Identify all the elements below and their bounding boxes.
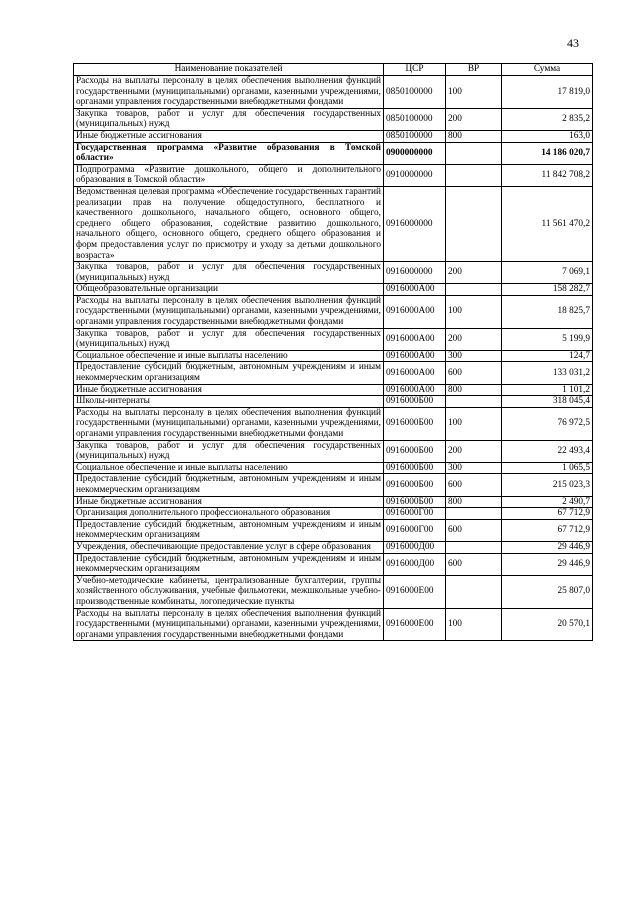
row-vr-cell: 800 (446, 496, 502, 508)
row-name-cell: Предоставление субсидий бюджетным, автономным учреждениям и иным некоммерческим организациям (74, 362, 384, 384)
row-vr-cell (446, 575, 502, 608)
row-name-cell: Социальное обеспечение и иные выплаты населению (74, 462, 384, 474)
row-sum-cell: 318 045,4 (502, 396, 593, 408)
row-vr-cell: 300 (446, 350, 502, 362)
row-sum-cell: 2 835,2 (502, 108, 593, 130)
table-header-row (74, 64, 593, 76)
table-row (74, 508, 593, 520)
row-name-cell: Закупка товаров, работ и услуг для обеспечения государственных (муниципальных) нужд (74, 328, 384, 350)
table-row (74, 396, 593, 408)
row-name-cell: Ведомственная целевая программа «Обеспечение государственных гарантий реализации прав на получение общедоступного, бесплатного и качественного дошкольного, начального общего, основного общего, среднего общего образования, содействие развитию дошкольного, начального общего, основного общего, среднего общего образования и форм предоставления услуг по присмотру и уходу за детьми дошкольного возраста» (74, 186, 384, 261)
row-name-cell: Предоставление субсидий бюджетным, автономным учреждениям и иным некоммерческим организациям (74, 474, 384, 496)
row-vr-cell: 100 (446, 76, 502, 109)
header-vr: ВР (446, 64, 502, 76)
row-vr-cell: 100 (446, 407, 502, 440)
table-body (74, 76, 593, 641)
row-csr-cell: 0916000Е00 (384, 575, 446, 608)
row-csr-cell: 0916000Г00 (384, 519, 446, 541)
budget-table (73, 63, 593, 641)
table-row (74, 284, 593, 296)
row-sum-cell: 124,7 (502, 350, 593, 362)
row-name-cell: Расходы на выплаты персоналу в целях обеспечения выполнения функций государственными (муниципальными) органами, казенными учреждениями, органами управления государственными внебюджетными фондами (74, 608, 384, 641)
row-csr-cell: 0916000Б00 (384, 407, 446, 440)
row-csr-cell: 0850100000 (384, 130, 446, 142)
table-row (74, 519, 593, 541)
row-csr-cell: 0916000Б00 (384, 474, 446, 496)
row-vr-cell: 100 (446, 295, 502, 328)
table-row (74, 496, 593, 508)
row-csr-cell: 0916000Д00 (384, 553, 446, 575)
row-vr-cell: 100 (446, 608, 502, 641)
table-row (74, 575, 593, 608)
row-name-cell: Социальное обеспечение и иные выплаты населению (74, 350, 384, 362)
row-csr-cell: 0916000Б00 (384, 396, 446, 408)
row-name-cell: Закупка товаров, работ и услуг для обеспечения государственных (муниципальных) нужд (74, 440, 384, 462)
row-vr-cell: 200 (446, 328, 502, 350)
row-sum-cell: 14 186 020,7 (502, 142, 593, 164)
row-name-cell: Подпрограмма «Развитие дошкольного, общего и дополнительного образования в Томской области» (74, 164, 384, 186)
row-sum-cell: 2 490,7 (502, 496, 593, 508)
row-vr-cell: 800 (446, 384, 502, 396)
row-csr-cell: 0916000Б00 (384, 440, 446, 462)
row-sum-cell: 22 493,4 (502, 440, 593, 462)
row-vr-cell: 600 (446, 519, 502, 541)
table-row (74, 164, 593, 186)
row-sum-cell: 1 065,5 (502, 462, 593, 474)
table-row (74, 362, 593, 384)
row-vr-cell: 200 (446, 108, 502, 130)
table-row (74, 130, 593, 142)
table-row (74, 553, 593, 575)
row-csr-cell: 0916000А00 (384, 328, 446, 350)
row-csr-cell: 0916000А00 (384, 362, 446, 384)
row-name-cell: Расходы на выплаты персоналу в целях обеспечения выполнения функций государственными (муниципальными) органами, казенными учреждениями, органами управления государственными внебюджетными фондами (74, 76, 384, 109)
row-name-cell: Предоставление субсидий бюджетным, автономным учреждениям и иным некоммерческим организациям (74, 519, 384, 541)
row-name-cell: Расходы на выплаты персоналу в целях обеспечения выполнения функций государственными (муниципальными) органами, казенными учреждениями, органами управления государственными внебюджетными фондами (74, 407, 384, 440)
row-csr-cell: 0916000Д00 (384, 541, 446, 553)
row-vr-cell: 800 (446, 130, 502, 142)
row-csr-cell: 0916000А00 (384, 295, 446, 328)
row-sum-cell: 133 031,2 (502, 362, 593, 384)
row-vr-cell: 600 (446, 362, 502, 384)
row-csr-cell: 0916000Б00 (384, 496, 446, 508)
table-row (74, 462, 593, 474)
table-row (74, 76, 593, 109)
row-sum-cell: 11 842 708,2 (502, 164, 593, 186)
row-name-cell: Иные бюджетные ассигнования (74, 130, 384, 142)
row-sum-cell: 1 101,2 (502, 384, 593, 396)
row-vr-cell (446, 164, 502, 186)
table-row (74, 384, 593, 396)
row-name-cell: Школы-интернаты (74, 396, 384, 408)
row-sum-cell: 18 825,7 (502, 295, 593, 328)
row-name-cell: Государственная программа «Развитие образования в Томской области» (74, 142, 384, 164)
row-name-cell: Предоставление субсидий бюджетным, автономным учреждениям и иным некоммерческим организациям (74, 553, 384, 575)
page-number: 43 (567, 36, 579, 50)
row-csr-cell: 0916000Е00 (384, 608, 446, 641)
row-sum-cell: 67 712,9 (502, 519, 593, 541)
table-row (74, 608, 593, 641)
row-csr-cell: 0916000Г00 (384, 508, 446, 520)
table-row (74, 262, 593, 284)
row-sum-cell: 25 807,0 (502, 575, 593, 608)
row-csr-cell: 0916000000 (384, 262, 446, 284)
row-sum-cell: 158 282,7 (502, 284, 593, 296)
row-csr-cell: 0916000А00 (384, 384, 446, 396)
row-vr-cell: 300 (446, 462, 502, 474)
row-vr-cell: 200 (446, 440, 502, 462)
table-row (74, 295, 593, 328)
row-csr-cell: 0916000Б00 (384, 462, 446, 474)
row-name-cell: Учреждения, обеспечивающие предоставление услуг в сфере образования (74, 541, 384, 553)
row-name-cell: Расходы на выплаты персоналу в целях обеспечения выполнения функций государственными (муниципальными) органами, казенными учреждениями, органами управления государственными внебюджетными фондами (74, 295, 384, 328)
row-sum-cell: 29 446,9 (502, 553, 593, 575)
row-vr-cell (446, 541, 502, 553)
row-vr-cell (446, 508, 502, 520)
row-sum-cell: 7 069,1 (502, 262, 593, 284)
table-row (74, 541, 593, 553)
row-name-cell: Организация дополнительного профессионального образования (74, 508, 384, 520)
header-csr: ЦСР (384, 64, 446, 76)
row-sum-cell: 215 023,3 (502, 474, 593, 496)
row-vr-cell (446, 396, 502, 408)
table-row (74, 108, 593, 130)
row-sum-cell: 67 712,9 (502, 508, 593, 520)
row-sum-cell: 20 570,1 (502, 608, 593, 641)
table-row (74, 186, 593, 261)
row-name-cell: Иные бюджетные ассигнования (74, 496, 384, 508)
row-csr-cell: 0900000000 (384, 142, 446, 164)
row-sum-cell: 5 199,9 (502, 328, 593, 350)
row-name-cell: Закупка товаров, работ и услуг для обеспечения государственных (муниципальных) нужд (74, 108, 384, 130)
row-vr-cell: 600 (446, 474, 502, 496)
row-csr-cell: 0910000000 (384, 164, 446, 186)
row-csr-cell: 0916000А00 (384, 350, 446, 362)
row-sum-cell: 163,0 (502, 130, 593, 142)
header-sum: Сумма (502, 64, 593, 76)
row-vr-cell: 600 (446, 553, 502, 575)
row-name-cell: Иные бюджетные ассигнования (74, 384, 384, 396)
row-sum-cell: 29 446,9 (502, 541, 593, 553)
row-sum-cell: 11 561 470,2 (502, 186, 593, 261)
table-row (74, 407, 593, 440)
table-row (74, 142, 593, 164)
table-row (74, 350, 593, 362)
header-name: Наименование показателей (74, 64, 384, 76)
row-vr-cell (446, 284, 502, 296)
row-csr-cell: 0916000000 (384, 186, 446, 261)
row-vr-cell (446, 142, 502, 164)
row-name-cell: Учебно-методические кабинеты, централизованные бухгалтерии, группы хозяйственного обслуживания, учебные фильмотеки, межшкольные учебно-производственные комбинаты, логопедические пункты (74, 575, 384, 608)
row-name-cell: Закупка товаров, работ и услуг для обеспечения государственных (муниципальных) нужд (74, 262, 384, 284)
row-vr-cell: 200 (446, 262, 502, 284)
table-row (74, 440, 593, 462)
row-sum-cell: 17 819,0 (502, 76, 593, 109)
table-row (74, 474, 593, 496)
row-csr-cell: 0850100000 (384, 108, 446, 130)
table-row (74, 328, 593, 350)
row-csr-cell: 0850100000 (384, 76, 446, 109)
row-sum-cell: 76 972,5 (502, 407, 593, 440)
row-vr-cell (446, 186, 502, 261)
row-name-cell: Общеобразовательные организации (74, 284, 384, 296)
row-csr-cell: 0916000А00 (384, 284, 446, 296)
